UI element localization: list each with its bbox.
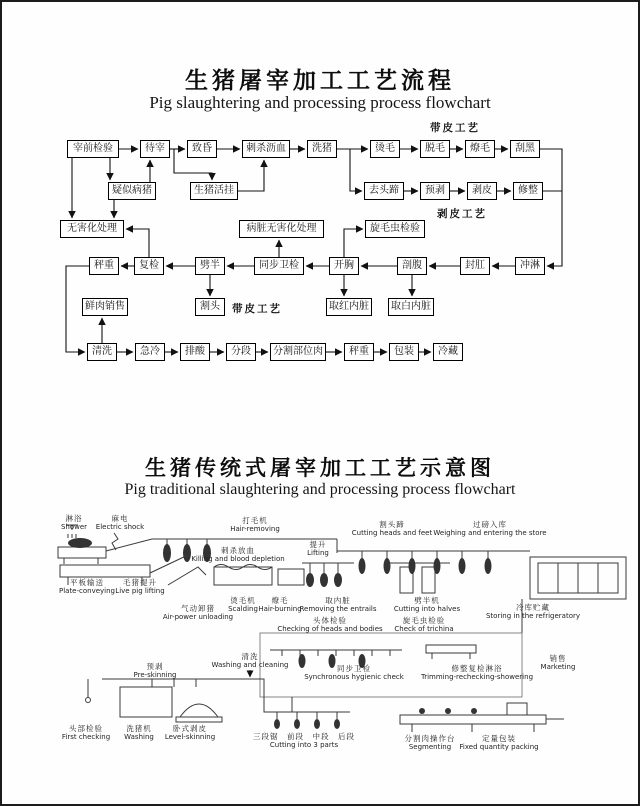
schematic-label-scalding: 烫毛机 Scalding — [228, 596, 258, 613]
schematic-label-live-pig-lifting: 毛猪提升 Live pig lifting — [115, 578, 165, 595]
flow-node-skinning: 剥皮 — [467, 182, 497, 200]
evisceration-rail-icon — [302, 563, 354, 587]
schematic-label-electric-shock: 麻电 Electric shock — [95, 514, 145, 531]
flow-node-cut-parts: 分割部位肉 — [270, 343, 326, 361]
annotation-skinning-process: 剥皮工艺 — [437, 208, 487, 220]
schematic-label-cold-storing: 冷库贮藏 Storing in the refrigeratory — [485, 603, 581, 620]
flow-node-fresh-meat-sales: 鲜肉销售 — [82, 298, 128, 316]
flow-node-sectioning: 分段 — [226, 343, 256, 361]
flow-node-trimming: 修整 — [513, 182, 543, 200]
flow-node-white-viscera-removal: 取白内脏 — [388, 298, 434, 316]
top-title-zh: 生猪屠宰加工工艺流程 — [185, 68, 455, 94]
flow-node-splitting: 劈半 — [195, 257, 225, 275]
schematic-label-trimming-rechecking: 修整复检淋浴 Trimming-rechecking-showering — [420, 664, 534, 681]
flow-node-packing: 包装 — [389, 343, 419, 361]
bottom-schematic — [2, 507, 640, 805]
schematic-label-killing-bleeding: 刺杀放血 Killing and blood depletion — [191, 546, 285, 563]
segmenting-conveyor-icon — [400, 703, 564, 732]
singeing-box-icon — [278, 569, 304, 585]
flow-node-quick-chilling: 急冷 — [135, 343, 165, 361]
schematic-label-check-of-trichina: 旋毛虫检验 Check of trichina — [394, 616, 454, 633]
flow-node-stunning: 致昏 — [187, 140, 217, 158]
flow-node-trichina-inspection: 旋毛虫检验 — [365, 220, 425, 238]
flow-node-abdomen-opening: 剖腹 — [397, 257, 427, 275]
schematic-label-synchronous-check: 同步卫检 Synchronous hygienic check — [304, 664, 404, 681]
flow-node-rinsing: 冲淋 — [515, 257, 545, 275]
schematic-label-marketing: 销售 Marketing — [540, 654, 576, 671]
flow-node-acid-discharge: 排酸 — [180, 343, 210, 361]
schematic-label-weighing-store: 过磅入库 Weighing and entering the store — [433, 520, 547, 537]
schematic-label-level-skinning: 卧式剥皮 Level-skinning — [164, 724, 216, 741]
flow-node-waiting-pen: 待宰 — [140, 140, 170, 158]
flow-node-singeing: 燎毛 — [465, 140, 495, 158]
schematic-label-cutting-3-parts: 三段锯 前段 中段 后段 Cutting into 3 parts — [253, 732, 355, 749]
cold-store-icon — [522, 557, 626, 633]
splitting-machine-icon — [390, 563, 450, 593]
flow-node-scalding: 烫毛 — [370, 140, 400, 158]
schematic-label-air-power-unloading: 气动卸猪 Air-power unloading — [162, 604, 234, 621]
flow-node-weighing-2: 秤重 — [344, 343, 374, 361]
schematic-label-hair-removing: 打毛机 Hair-removing — [230, 516, 280, 533]
flow-node-scraping-black: 刮黑 — [510, 140, 540, 158]
flow-node-pig-washing: 洗猪 — [307, 140, 337, 158]
washing-machine-icon — [120, 687, 172, 717]
electric-shock-icon — [112, 533, 118, 550]
flow-node-recheck: 复检 — [134, 257, 164, 275]
schematic-label-segmenting: 分割肉操作台 Segmenting — [404, 734, 456, 751]
schematic-label-washing-machine: 洗猪机 Washing — [124, 724, 154, 741]
top-title-en: Pig slaughtering and processing process flowchart — [149, 93, 491, 112]
three-part-saw-icon — [274, 697, 340, 729]
flow-node-suspected-sick-pig: 疑似病猪 — [108, 182, 156, 200]
flow-node-diseased-organ-treatment: 病脏无害化处理 — [239, 220, 324, 238]
top-flowchart — [2, 118, 640, 380]
annotation-skin-on-process-2: 带皮工艺 — [232, 303, 282, 315]
annotation-skin-on-process: 带皮工艺 — [430, 122, 480, 134]
bottom-title-zh: 生猪传统式屠宰加工工艺示意图 — [145, 456, 495, 480]
flow-node-head-cutting: 割头 — [195, 298, 225, 316]
stunning-table-icon — [58, 538, 106, 564]
flow-node-dehairing: 脱毛 — [420, 140, 450, 158]
level-skinner-icon — [176, 704, 222, 722]
schematic-label-plate-conveying: 平板输送 Plate-conveying — [58, 578, 116, 595]
flow-node-cold-storage: 冷藏 — [433, 343, 463, 361]
schematic-label-removing-entrails: 取内脏 Removing the entrails — [299, 596, 377, 613]
flow-node-sticking-bleeding: 刺杀沥血 — [242, 140, 290, 158]
schematic-label-pre-skinning: 预剥 Pre-skinning — [133, 662, 177, 679]
schematic-label-checking-heads-bodies: 头体检验 Checking of heads and bodies — [277, 616, 383, 633]
schematic-label-fixed-quantity-packing: 定量包装 Fixed quantity packing — [459, 734, 539, 751]
flow-node-weighing: 秤重 — [89, 257, 119, 275]
flow-node-pre-slaughter-inspection: 宰前检验 — [67, 140, 119, 158]
flow-node-anus-sealing: 封肛 — [460, 257, 490, 275]
flow-node-live-pig-hanging: 生猪活挂 — [190, 182, 238, 200]
schematic-label-shower: 淋浴 Shower — [60, 514, 88, 531]
flow-node-harmless-treatment: 无害化处理 — [60, 220, 124, 238]
trichina-bench-icon — [426, 645, 476, 659]
flow-node-red-viscera-removal: 取红内脏 — [326, 298, 372, 316]
schematic-label-cutting-into-halves: 劈半机 Cutting into halves — [393, 596, 461, 613]
bottom-title-en: Pig traditional slaughtering and processing process flowchart — [124, 481, 516, 498]
schematic-label-lifting: 提升 Lifting — [307, 540, 329, 557]
air-unloading-chute-icon — [168, 567, 206, 585]
schematic-label-cutting-heads-feet: 割头蹄 Cutting heads and feet — [351, 520, 433, 537]
flow-node-pre-skinning: 预剥 — [420, 182, 450, 200]
schematic-label-first-checking: 头部检验 First checking — [61, 724, 111, 741]
scalding-tank-icon — [214, 565, 272, 586]
flow-node-head-feet-removal: 去头蹄 — [364, 182, 404, 200]
schematic-label-washing-cleaning: 清洗 Washing and cleaning — [211, 652, 289, 669]
flow-node-synchronous-inspection: 同步卫检 — [254, 257, 304, 275]
flow-node-cleaning: 清洗 — [87, 343, 117, 361]
skinning-line-rail-icon — [86, 679, 351, 712]
flow-node-chest-opening: 开胸 — [329, 257, 359, 275]
schematic-label-hair-burning: 燎毛 Hair-burning — [258, 596, 302, 613]
